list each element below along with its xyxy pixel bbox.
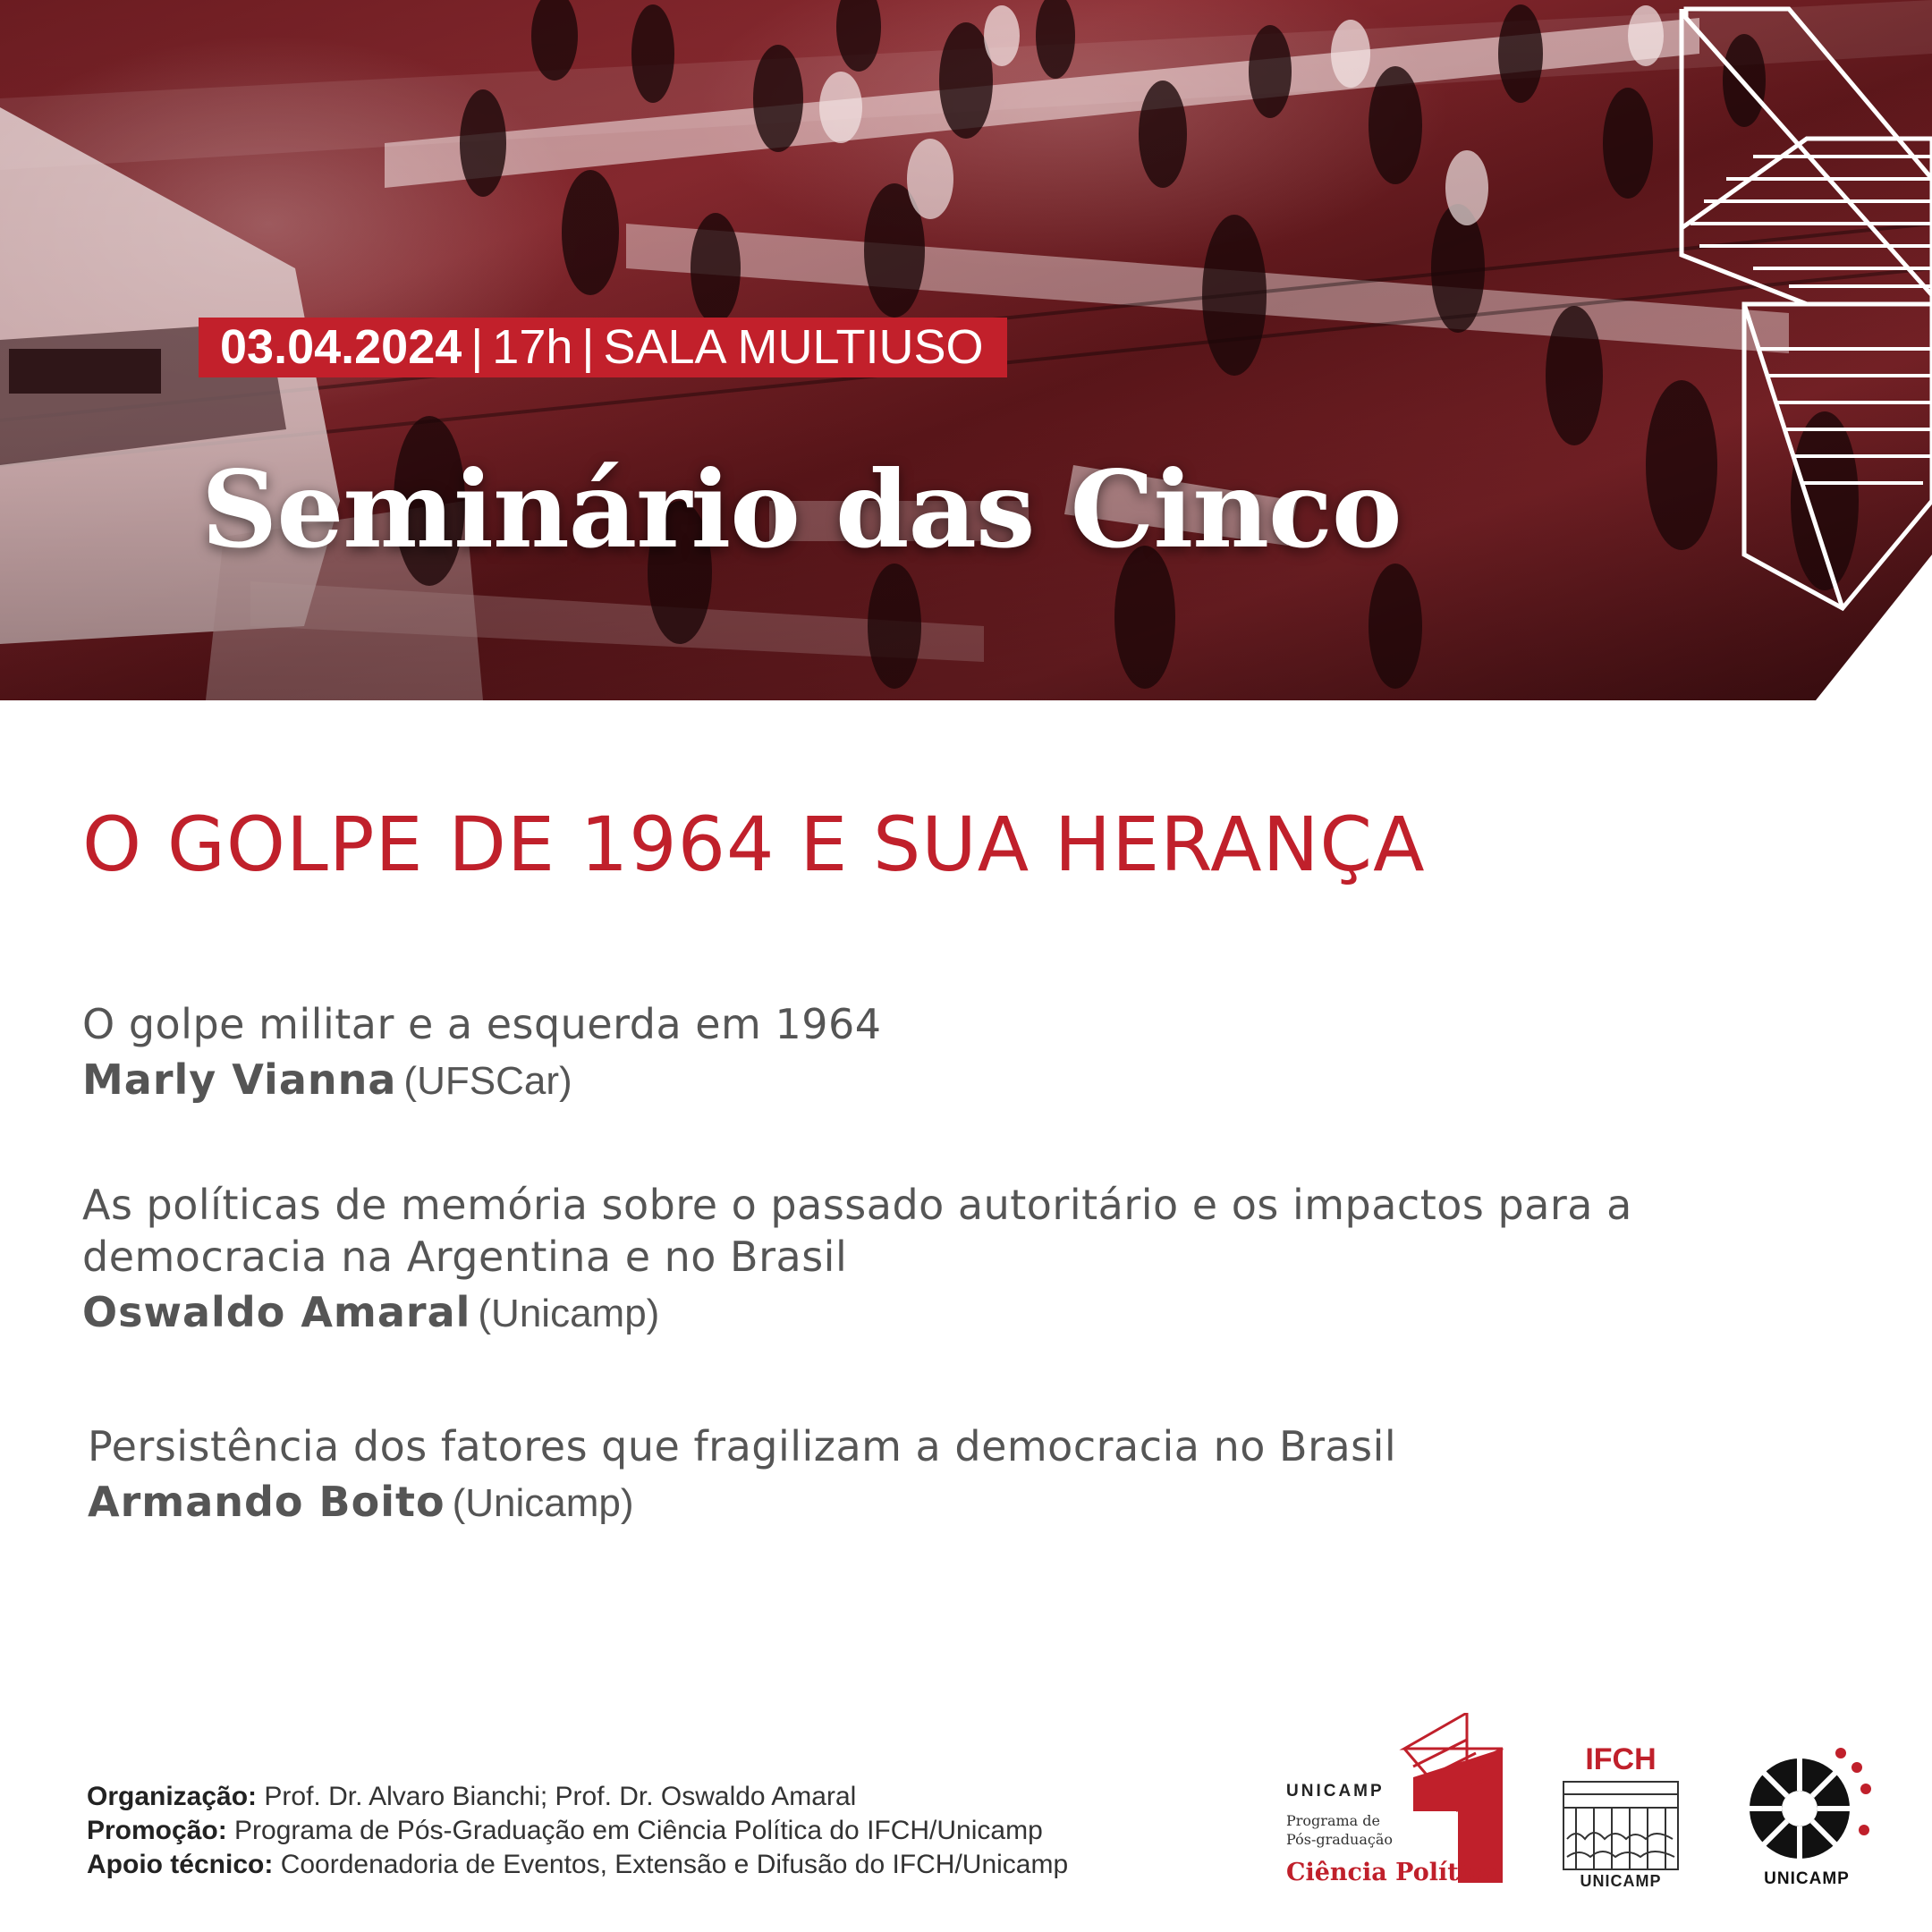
credits-block xyxy=(87,1780,1068,1882)
unicamp-logo xyxy=(1744,1744,1878,1896)
ifch-logo xyxy=(1558,1742,1683,1894)
unicamp-emblem-icon xyxy=(1744,1744,1878,1865)
ifch-building-sketch-icon xyxy=(1558,1776,1683,1875)
separator: | xyxy=(470,320,484,374)
credit-label: Promoção: xyxy=(87,1816,227,1845)
talk-title: O golpe militar e a esquerda em 1964 xyxy=(82,1000,882,1048)
talk-title-line: democracia na Argentina e no Brasil xyxy=(82,1233,848,1281)
talk-title: Persistência dos fatores que fragilizam a democracia no Brasil xyxy=(88,1422,1397,1470)
program-label xyxy=(1286,1811,1393,1849)
credit-organizacao xyxy=(87,1780,1068,1814)
speaker-name: Armando Boito xyxy=(88,1478,445,1526)
talk-item xyxy=(82,1179,1871,1343)
talk-item xyxy=(82,998,882,1111)
ciencia-politica-logo xyxy=(1279,1713,1512,1892)
credit-value: Prof. Dr. Alvaro Bianchi; Prof. Dr. Oswaldo Amaral xyxy=(264,1782,857,1811)
separator: | xyxy=(581,320,595,374)
talk-speaker-line xyxy=(82,1050,882,1111)
unicamp-label: UNICAMP xyxy=(1764,1869,1850,1888)
speaker-name: Oswaldo Amaral xyxy=(82,1288,471,1336)
speaker-institution: (UFSCar) xyxy=(403,1059,572,1103)
credit-promocao xyxy=(87,1814,1068,1848)
talk-item xyxy=(88,1420,1396,1533)
ifch-unicamp-label: UNICAMP xyxy=(1580,1872,1662,1890)
credit-value: Programa de Pós-Graduação em Ciência Política do IFCH/Unicamp xyxy=(234,1816,1043,1845)
event-time: 17h xyxy=(492,320,573,374)
speaker-name: Marly Vianna xyxy=(82,1055,397,1104)
credit-label: Organização: xyxy=(87,1782,258,1811)
credit-apoio xyxy=(87,1848,1068,1882)
ifch-label: IFCH xyxy=(1585,1742,1657,1776)
seminar-title: Seminário das Cinco xyxy=(201,447,1402,572)
ciencia-politica-label: Ciência Política xyxy=(1286,1859,1498,1886)
event-date-banner xyxy=(199,318,1007,377)
hero-photo-banner xyxy=(0,0,1932,700)
talk-speaker-line xyxy=(82,1283,1871,1343)
talk-title-line: As políticas de memória sobre o passado autoritário e os impactos para a xyxy=(82,1181,1632,1229)
event-subtitle: O GOLPE DE 1964 E SUA HERANÇA xyxy=(82,801,1426,888)
credit-label: Apoio técnico: xyxy=(87,1850,274,1879)
event-venue: SALA MULTIUSO xyxy=(603,320,984,374)
credit-value: Coordenadoria de Eventos, Extensão e Difusão do IFCH/Unicamp xyxy=(280,1850,1069,1879)
speaker-institution: (Unicamp) xyxy=(452,1481,634,1525)
talk-speaker-line xyxy=(88,1472,1396,1533)
event-date: 03.04.2024 xyxy=(220,320,462,374)
program-line: Pós-graduação xyxy=(1286,1831,1394,1848)
unicamp-label: UNICAMP xyxy=(1286,1782,1385,1801)
speaker-institution: (Unicamp) xyxy=(478,1292,660,1335)
program-line: Programa de xyxy=(1286,1812,1380,1829)
